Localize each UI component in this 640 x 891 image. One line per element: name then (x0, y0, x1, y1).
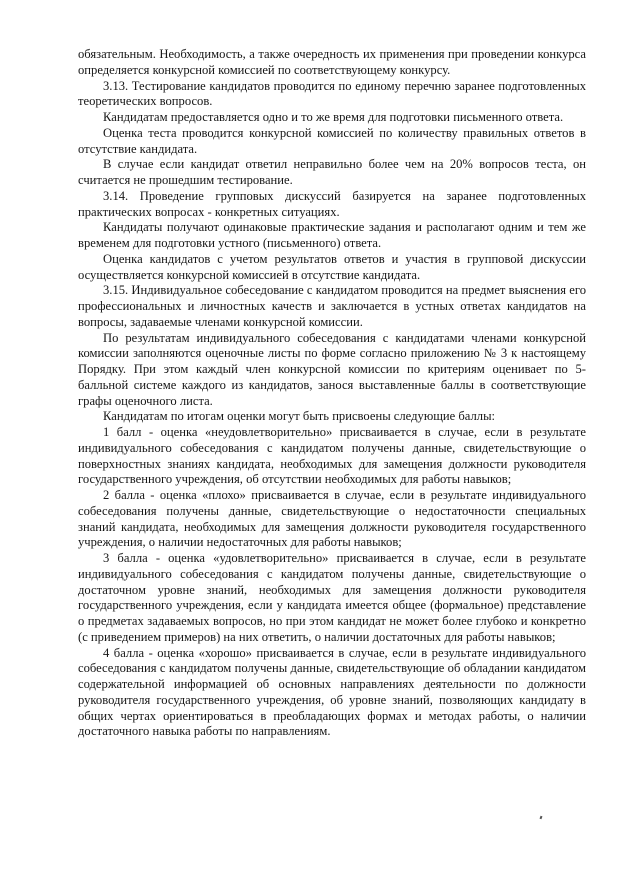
paragraph-test-evaluation: Оценка теста проводится конкурсной комиссией по количеству правильных ответов в отсутствие кандидата. (78, 125, 586, 156)
paragraph-practical-tasks: Кандидаты получают одинаковые практические задания и располагают одним и тем же временем для подготовки устного (письменного) ответа. (78, 220, 586, 250)
paragraph-3-13: 3.13. Тестирование кандидатов проводится по единому перечню заранее подготовленных теоретических вопросов. (78, 78, 586, 109)
paragraph-interview-results: По результатам индивидуального собеседования с кандидатами членами конкурсной комиссии заполняются оценочные листы по форме согласно приложению № 3 к настоящему Порядку. При этом каждый член конкурсной комиссии по критериям оценивает по 5-балльной системе каждого из кандидатов, занося выставленные баллы в соответствующие графы оценочного листа. (78, 330, 586, 408)
paragraph-test-failure: В случае если кандидат ответил неправильно более чем на 20% вопросов теста, он считается не прошедшим тестирование. (78, 157, 586, 187)
paragraph-score-1: 1 балл - оценка «неудовлетворительно» присваивается в случае, если в результате индивидуального собеседования с кандидатом получены данные, свидетельствующие о поверхностных знаниях кандидата, необходимых для замещения должности руководителя государственного учреждения, об отсутствии необходимых для работы навыков; (78, 425, 586, 487)
paragraph-3-15: 3.15. Индивидуальное собеседование с кандидатом проводится на предмет выяснения его профессиональных и личностных качеств и заключается в устных ответах кандидатов на вопросы, задаваемые членами конкурсной комиссии. (78, 283, 586, 329)
paragraph-written-answer-time: Кандидатам предоставляется одно и то же время для подготовки письменного ответа. (103, 110, 564, 124)
scan-speck (540, 816, 543, 820)
paragraph-score-3: 3 балла - оценка «удовлетворительно» присваивается в случае, если в результате индивидуального собеседования с кандидатом получены данные, свидетельствующие о достаточном уровне знаний, необходимых для замещения должности руководителя государственного учреждения, если у кандидата имеется общее (формальное) представление о предметах задаваемых вопросов, но при этом кандидат не может более глубоко и конкретно (с приведением примеров) на них ответить, о наличии достаточных для работы навыков; (78, 551, 586, 644)
paragraph-discussion-evaluation: Оценка кандидатов с учетом результатов ответов и участия в групповой дискуссии осуществляется конкурсной комиссией в отсутствие кандидата. (78, 251, 586, 282)
paragraph-continuation: обязательным. Необходимость, а также очередность их применения при проведении конкурса определяется конкурсной комиссией по соответствующему конкурсу. (78, 47, 586, 77)
paragraph-scores-intro: Кандидатам по итогам оценки могут быть присвоены следующие баллы: (103, 409, 496, 424)
paragraph-score-2: 2 балла - оценка «плохо» присваивается в случае, если в результате индивидуального собеседования получены данные, свидетельствующие о недостаточности специальных знаний кандидата, необходимых для замещения должности руководителя государственного учреждения, о наличии недостаточных для работы навыков; (78, 488, 586, 550)
paragraph-3-14: 3.14. Проведение групповых дискуссий базируется на заранее подготовленных практических вопросах - конкретных ситуациях. (78, 188, 586, 219)
document-page (78, 47, 586, 740)
paragraph-score-4: 4 балла - оценка «хорошо» присваивается в случае, если в результате индивидуального собеседования с кандидатом получены данные, свидетельствующие об обладании кандидатом содержательной информацией об основных направлениях деятельности по должности руководителя государственного учреждения, об уровне знаний, позволяющих кандидату в общих чертах ориентироваться в преобладающих формах и методах работы, о наличии достаточного навыка работы по направлениям. (78, 645, 586, 739)
